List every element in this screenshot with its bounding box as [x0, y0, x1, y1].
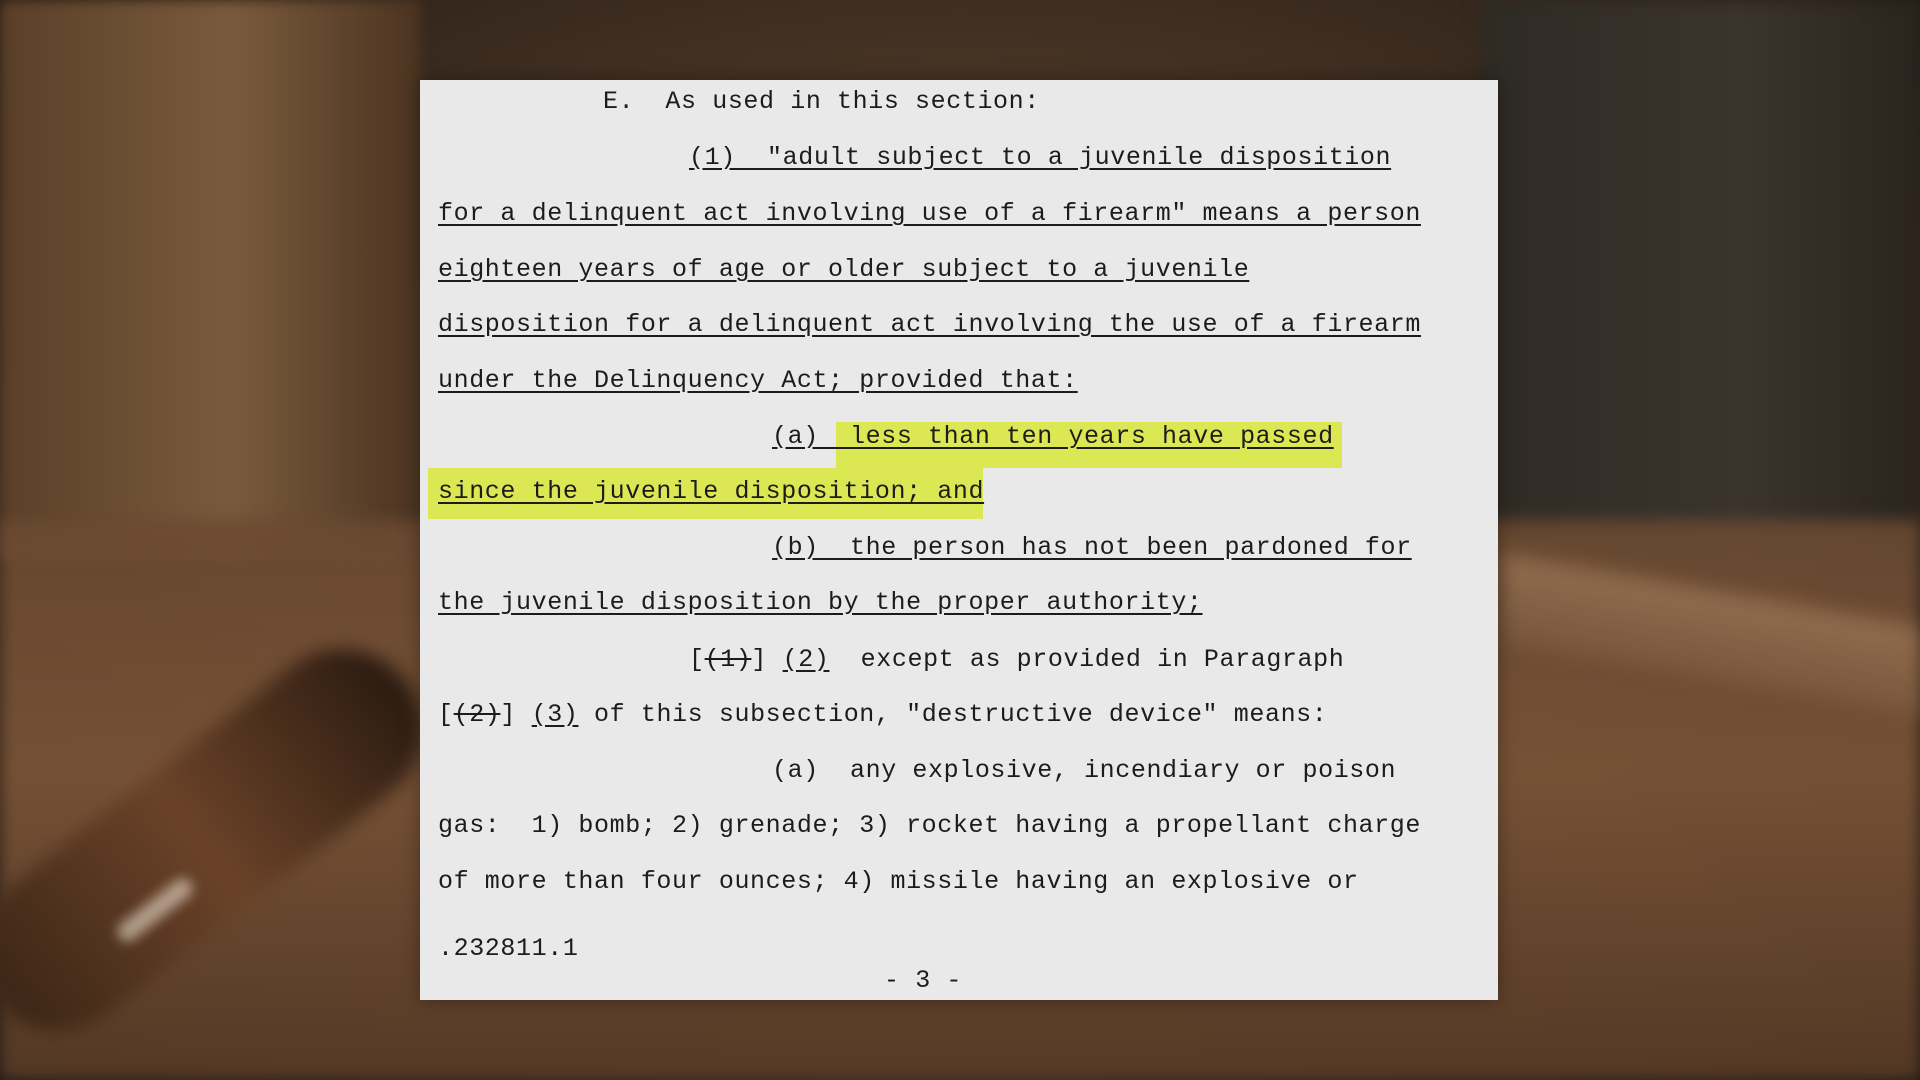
text-line: disposition for a delinquent act involving the use of a firearm [438, 310, 1421, 339]
inserted-text: (2) [782, 645, 830, 674]
text-line: eighteen years of age or older subject to a juvenile [438, 255, 1250, 284]
section-heading: E. As used in this section: [603, 87, 1040, 116]
text-line: under the Delinquency Act; provided that: [438, 366, 1078, 395]
text-line: (b) the person has not been pardoned for [772, 533, 1412, 562]
text-line: (1) "adult subject to a juvenile disposition [689, 143, 1392, 172]
struck-text: (1) [704, 645, 752, 674]
inserted-text: (3) [531, 700, 579, 729]
text-line: gas: 1) bomb; 2) grenade; 3) rocket having a propellant charge [438, 811, 1421, 840]
document-page [420, 80, 1498, 1000]
text-segment: of this subsection, "destructive device" means: [578, 700, 1328, 729]
text-segment: except as provided in Paragraph [829, 645, 1345, 674]
background-wall-left [0, 0, 420, 560]
page-number: - 3 - [884, 966, 963, 995]
struck-text: (2) [453, 700, 501, 729]
bracket: [ [438, 700, 454, 729]
bracket: ] [751, 645, 768, 674]
text-line: (a) any explosive, incendiary or poison [772, 756, 1397, 785]
text-line-amended [689, 645, 1344, 675]
text-line: for a delinquent act involving use of a firearm" means a person [438, 199, 1421, 228]
document-id: .232811.1 [438, 934, 579, 963]
text-line: the juvenile disposition by the proper authority; [438, 588, 1203, 617]
text-line-amended [438, 700, 1327, 730]
highlighted-text-line: since the juvenile disposition; and [438, 477, 985, 506]
highlighted-text-line: (a) less than ten years have passed [772, 422, 1334, 451]
bracket: ] [500, 700, 517, 729]
bracket: [ [689, 645, 705, 674]
text-line: of more than four ounces; 4) missile having an explosive or [438, 867, 1359, 896]
